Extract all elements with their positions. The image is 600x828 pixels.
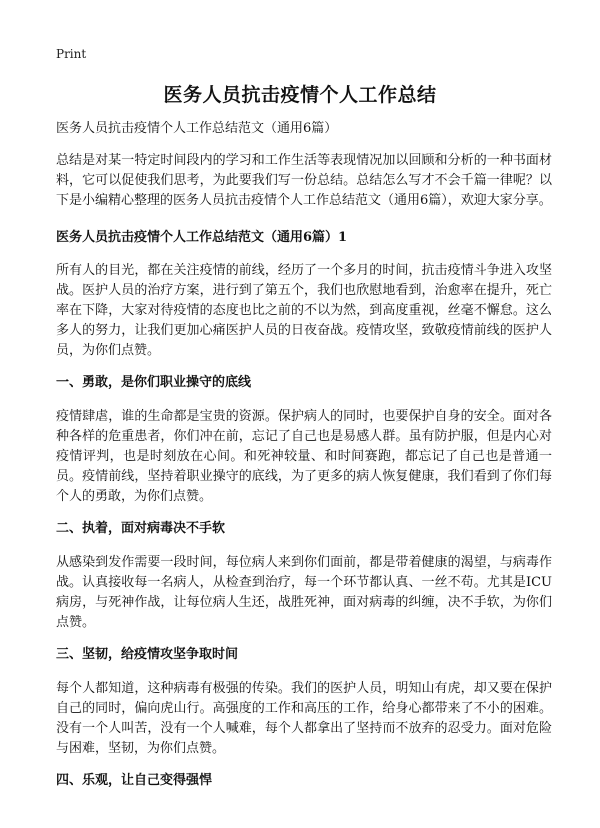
section-heading: 医务人员抗击疫情个人工作总结范文（通用6篇）1 (56, 230, 348, 245)
print-link[interactable]: Print (56, 47, 87, 61)
part-paragraph-3: 每个人都知道，这种病毒有极强的传染。我们的医护人员，明知山有虎，却又要在保护自己的同时，偏向虎山行。高强度的工作和高压的工作，给身心都带来了不小的困难。没有一个人叫苦，没有一个人喊难，每个人都拿出了坚持而不放弃的忍受力。面对危险与困难，坚韧，为你们点赞。 (56, 681, 552, 756)
intro-paragraph: 总结是对某一特定时间段内的学习和工作生活等表现情况加以回顾和分析的一种书面材料，它可以促使我们思考，为此要我们写一份总结。总结怎么写才不会千篇一律呢？以下是小编精心整理的医务人员抗击疫情个人工作总结范文（通用6篇），欢迎大家分享。 (56, 153, 552, 208)
document-subtitle: 医务人员抗击疫情个人工作总结范文（通用6篇） (56, 121, 338, 136)
page-title: 医务人员抗击疫情个人工作总结 (163, 84, 437, 106)
part-heading-4: 四、乐观，让自己变得强悍 (56, 773, 213, 788)
part-paragraph-1: 疫情肆虐，谁的生命都是宝贵的资源。保护病人的同时，也要保护自身的安全。面对各种各样的危重患者，你们冲在前，忘记了自己也是易感人群。虽有防护服，但是内心对疫情评判，也是时刻放在心间。和死神较量、和时间赛跑，都忘记了自己也是普通一员。疫情前线，坚持着职业操守的底线，为了更多的病人恢复健康，我们看到了你们每个人的勇敢，为你们点赞。 (56, 409, 552, 504)
part-heading-3: 三、坚韧，给疫情攻坚争取时间 (56, 647, 239, 662)
part-paragraph-2: 从感染到发作需要一段时间，每位病人来到你们面前，都是带着健康的渴望，与病毒作战。认真接收每一名病人，从检查到治疗，每一个环节都认真、一丝不苟。尤其是ICU病房，与死神作战，让每位病人生还，战胜死神，面对病毒的纠缠，决不手软，为你们点赞。 (56, 555, 552, 630)
section-paragraph: 所有人的目光，都在关注疫情的前线，经历了一个多月的时间，抗击疫情斗争进入攻坚战。医护人员的治疗方案，进行到了第五个，我们也欣慰地看到，治愈率在提升，死亡率在下降，大家对待疫情的态度也比之前的不以为然，到高度重视，丝毫不懈怠。这么多人的努力，让我们更加心痛医护人员的日夜奋战。疫情攻坚，致敬疫情前线的医护人员，为你们点赞。 (56, 263, 552, 358)
document-body (56, 120, 552, 805)
part-heading-1: 一、勇敢，是你们职业操守的底线 (56, 375, 252, 390)
part-heading-2: 二、执着，面对病毒决不手软 (56, 521, 226, 536)
